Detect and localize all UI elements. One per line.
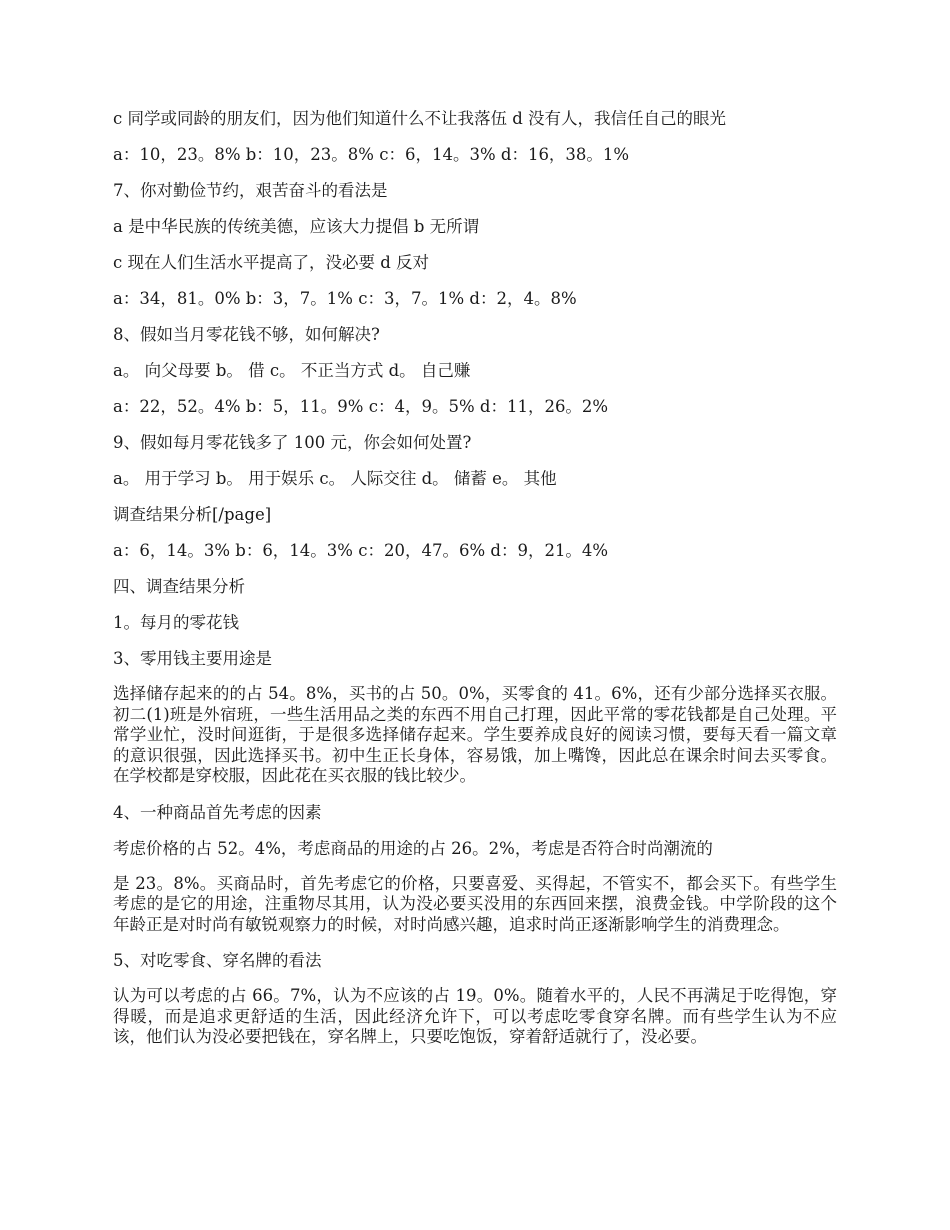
result-line: a：10，23。8% b：10，23。8% c：6，14。3% d：16，38。1%	[113, 145, 630, 164]
analysis-paragraph: 选择储存起来的的占 54。8%，买书的占 50。0%，买零食的 41。6%，还有少部分选择买衣服。初二(1)班是外宿班，一些生活用品之类的东西不用自己打理，因此平常的零花钱都是自己处理。平常学业忙，没时间逛街，于是很多选择储存起来。学生要养成良好的阅读习惯，要每天看一篇文章的意识很强，因此选择买书。初中生正长身体，容易饿，加上嘴馋，因此总在课余时间去买零食。在学校都是穿校服，因此花在买衣服的钱比较少。	[113, 684, 837, 785]
analysis-paragraph: 认为可以考虑的占 66。7%，认为不应该的占 19。0%。随着水平的，人民不再满足于吃得饱，穿得暖，而是追求更舒适的生活，因此经济允许下，可以考虑吃零食穿名牌。而有些学生认为不应该，他们认为没必要把钱在，穿名牌上，只要吃饱饭，穿着舒适就行了，没必要。	[113, 986, 837, 1046]
option-line: a 是中华民族的传统美德，应该大力提倡 b 无所谓	[113, 217, 480, 236]
option-line: a。 向父母要 b。 借 c。 不正当方式 d。 自己赚	[113, 361, 471, 380]
option-line: c 同学或同龄的朋友们，因为他们知道什么不让我落伍 d 没有人，我信任自己的眼光	[113, 109, 727, 128]
question-line: 8、假如当月零花钱不够，如何解决?	[113, 325, 380, 344]
analysis-paragraph: 是 23。8%。买商品时，首先考虑它的价格，只要喜爱、买得起，不管实不，都会买下。有些学生考虑的是它的用途，注重物尽其用，认为没必要买没用的东西回来摆，浪费金钱。中学阶段的这个年龄正是对时尚有敏锐观察力的时候，对时尚感兴趣，追求时尚正逐渐影响学生的消费理念。	[113, 873, 837, 934]
subheading: 1。每月的零花钱	[113, 613, 239, 632]
question-line: 9、假如每月零花钱多了 100 元，你会如何处置?	[113, 433, 472, 452]
text-line: 考虑价格的占 52。4%，考虑商品的用途的占 26。2%，考虑是否符合时尚潮流的	[113, 838, 713, 858]
result-line: a：6，14。3% b：6，14。3% c：20，47。6% d：9，21。4%	[113, 541, 609, 560]
text-line: 调查结果分析[/page]	[113, 505, 272, 524]
section-heading: 四、调查结果分析	[113, 577, 245, 596]
option-line: c 现在人们生活水平提高了，没必要 d 反对	[113, 253, 430, 272]
question-line: 7、你对勤俭节约，艰苦奋斗的看法是	[113, 181, 388, 200]
document-page	[113, 108, 837, 1063]
subheading: 5、对吃零食、穿名牌的看法	[113, 951, 322, 970]
option-line: a。 用于学习 b。 用于娱乐 c。 人际交往 d。 储蓄 e。 其他	[113, 469, 557, 488]
result-line: a：34，81。0% b：3，7。1% c：3，7。1% d：2，4。8%	[113, 289, 577, 308]
subheading: 3、零用钱主要用途是	[113, 649, 272, 668]
result-line: a：22，52。4% b：5，11。9% c：4，9。5% d：11，26。2%	[113, 397, 609, 416]
subheading: 4、一种商品首先考虑的因素	[113, 802, 322, 822]
